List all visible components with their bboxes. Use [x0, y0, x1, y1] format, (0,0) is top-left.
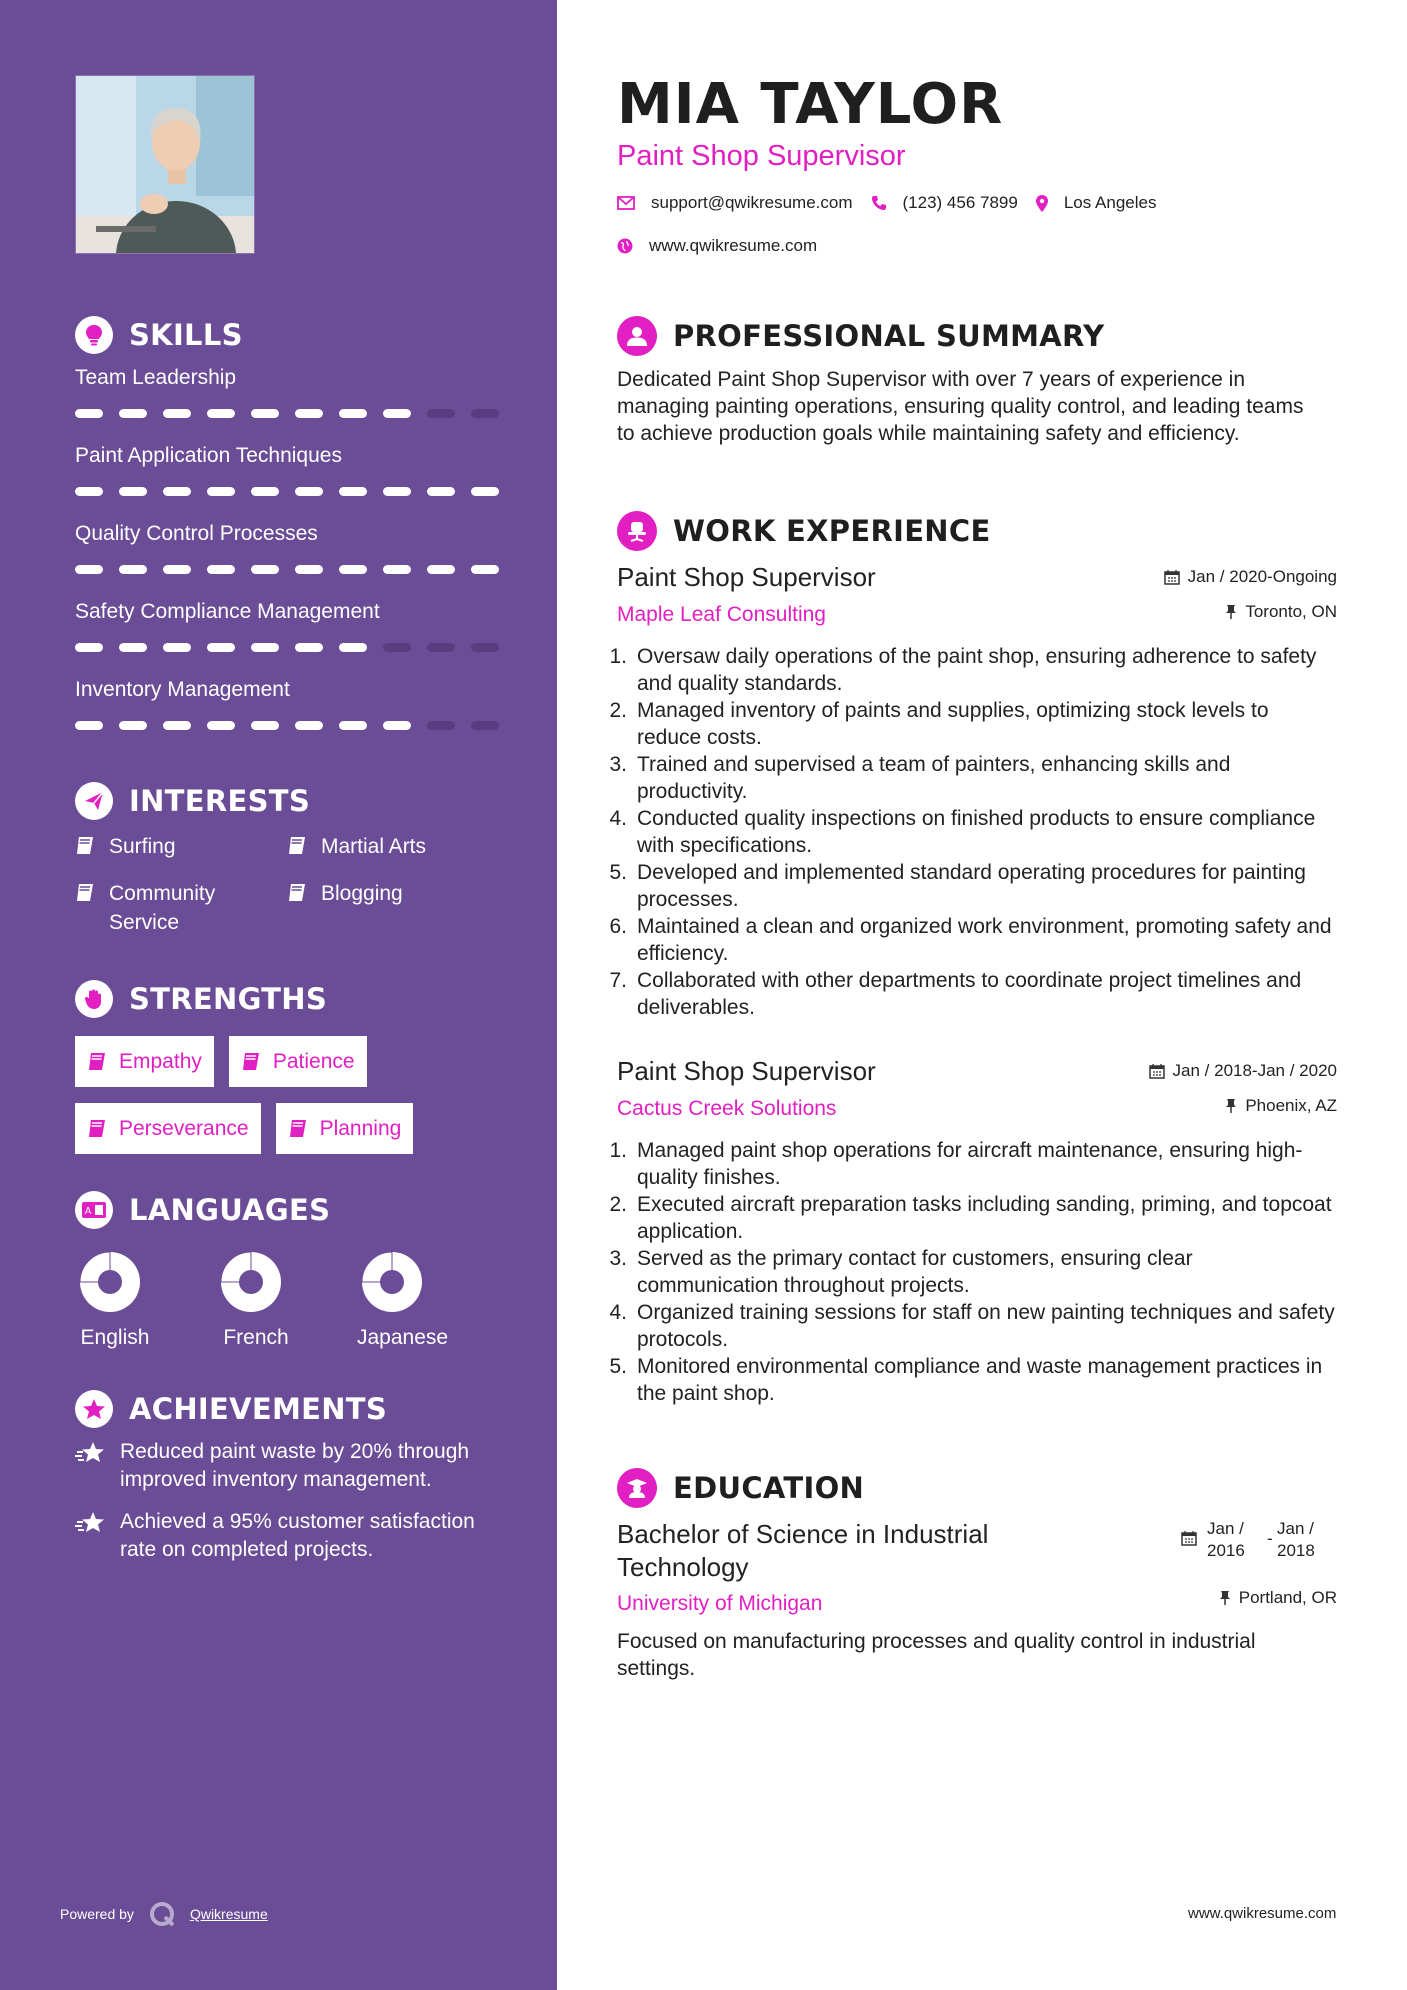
- skill-dot-filled: [339, 487, 367, 496]
- paper-plane-icon: [75, 782, 113, 820]
- language-item: [357, 1250, 498, 1350]
- book-icon: [75, 882, 95, 904]
- skill-dot-filled: [119, 643, 147, 652]
- list-item: 7. Collaborated with other departments to coordinate project timelines and deliverables.: [609, 969, 1302, 1019]
- skill-item: [75, 364, 500, 442]
- user-icon: [617, 316, 657, 356]
- education-start: [1207, 1518, 1267, 1562]
- skill-dot-filled: [163, 721, 191, 730]
- strengths-list: [75, 1036, 515, 1154]
- interest-label: Blogging: [321, 882, 403, 905]
- skill-dot-empty: [427, 721, 455, 730]
- skill-dot-filled: [339, 409, 367, 418]
- skill-item: [75, 520, 500, 598]
- interests-list: [75, 832, 515, 937]
- job-company: Maple Leaf Consulting: [617, 603, 826, 626]
- list-item: 5. Monitored environmental compliance and waste management practices in the paint shop.: [609, 1355, 1323, 1405]
- star-icon: [75, 1440, 107, 1468]
- education-header: [617, 1468, 864, 1508]
- interests-header: [75, 782, 310, 820]
- skill-item: [75, 442, 500, 520]
- education-end-month: Jan /: [1277, 1519, 1314, 1538]
- candidate-role: Paint Shop Supervisor: [617, 140, 906, 172]
- interest-item: [287, 832, 499, 861]
- book-icon: [287, 835, 307, 857]
- job-bullets: [609, 643, 1337, 1021]
- skill-dot-empty: [427, 409, 455, 418]
- svg-text:A: A: [84, 1206, 92, 1217]
- footer-website[interactable]: www.qwikresume.com: [1188, 1905, 1337, 1922]
- star-badge-icon: [75, 1390, 113, 1428]
- skill-dot-filled: [295, 643, 323, 652]
- contact-website[interactable]: [617, 236, 817, 256]
- map-pin-icon: [1036, 195, 1048, 212]
- profile-photo: [75, 75, 255, 254]
- book-icon: [287, 882, 307, 904]
- language-ring-hole: [239, 1270, 263, 1294]
- education-end: [1277, 1518, 1337, 1562]
- job-location-text: Toronto, ON: [1245, 602, 1337, 621]
- skill-dot-filled: [119, 565, 147, 574]
- book-icon: [75, 835, 95, 857]
- job-bullets: [609, 1137, 1337, 1407]
- sidebar: [0, 0, 557, 1990]
- skill-dot-empty: [471, 643, 499, 652]
- location-text: Los Angeles: [1063, 193, 1157, 212]
- achievement-item: [75, 1438, 515, 1494]
- strength-chip: [276, 1103, 414, 1154]
- job-meta: [1164, 566, 1337, 636]
- contact-row: [617, 193, 1174, 213]
- list-item: 4. Organized training sessions for staff on new painting techniques and safety protocols.: [609, 1301, 1335, 1351]
- book-icon: [241, 1052, 261, 1072]
- skill-dot-filled: [251, 409, 279, 418]
- skill-dot-filled: [295, 721, 323, 730]
- calendar-icon: [1164, 569, 1180, 585]
- language-level-ring: [219, 1250, 283, 1314]
- skill-dot-filled: [163, 565, 191, 574]
- skill-dot-empty: [471, 721, 499, 730]
- skill-dot-filled: [163, 643, 191, 652]
- skill-dot-filled: [383, 487, 411, 496]
- list-item: 2. Executed aircraft preparation tasks including sanding, priming, and topcoat application.: [609, 1193, 1332, 1243]
- job-dates-text: Jan / 2018-Jan / 2020: [1172, 1061, 1337, 1080]
- education-location-text: Portland, OR: [1238, 1588, 1337, 1607]
- job-meta: [1149, 1060, 1337, 1130]
- skill-dot-filled: [383, 721, 411, 730]
- skill-dot-filled: [75, 409, 103, 418]
- skill-dot-filled: [207, 643, 235, 652]
- skill-name: Paint Application Techniques: [75, 444, 342, 467]
- phone-icon: [871, 195, 887, 211]
- language-name: English: [80, 1326, 150, 1349]
- strength-label: Planning: [319, 1116, 402, 1140]
- skill-dot-filled: [75, 487, 103, 496]
- strength-label: Patience: [272, 1049, 355, 1073]
- strengths-title: STRENGTHS: [129, 982, 328, 1016]
- experience-header: [617, 511, 991, 551]
- list-item: 6. Maintained a clean and organized work environment, promoting safety and efficiency.: [609, 915, 1332, 965]
- calendar-icon: [1181, 1530, 1197, 1546]
- education-entry: [617, 1518, 1337, 1682]
- qwikresume-logo-icon: [148, 1900, 176, 1928]
- achievements-title: ACHIEVEMENTS: [129, 1392, 388, 1426]
- skill-dot-filled: [339, 721, 367, 730]
- translate-icon: [75, 1191, 113, 1229]
- contact-phone[interactable]: [871, 193, 1018, 213]
- calendar-icon: [1149, 1063, 1165, 1079]
- summary-header: [617, 316, 1104, 356]
- achievements-header: [75, 1390, 387, 1428]
- job-dates: [1164, 566, 1337, 588]
- skill-name: Safety Compliance Management: [75, 600, 380, 623]
- achievement-text: Reduced paint waste by 20% through improved inventory management.: [120, 1440, 470, 1491]
- list-item: 1. Oversaw daily operations of the paint shop, ensuring adherence to safety and quality standards.: [609, 645, 1317, 695]
- book-icon: [87, 1119, 107, 1139]
- book-icon: [288, 1119, 308, 1139]
- interest-label: Martial Arts: [321, 835, 427, 858]
- skill-dot-filled: [163, 487, 191, 496]
- list-item: 3. Trained and supervised a team of painters, enhancing skills and productivity.: [609, 753, 1231, 803]
- skill-dot-filled: [295, 487, 323, 496]
- skill-dot-empty: [427, 643, 455, 652]
- achievement-item: [75, 1508, 515, 1564]
- skill-name: Quality Control Processes: [75, 522, 318, 545]
- job-location-text: Phoenix, AZ: [1245, 1096, 1337, 1115]
- strengths-header: [75, 980, 327, 1018]
- education-description: Focused on manufacturing processes and quality control in industrial settings.: [617, 1630, 1256, 1680]
- skill-dot-filled: [471, 487, 499, 496]
- skill-dot-filled: [207, 409, 235, 418]
- strength-chip: [75, 1103, 261, 1154]
- language-item: [216, 1250, 357, 1350]
- skill-dot-filled: [75, 643, 103, 652]
- list-item: 4. Conducted quality inspections on finished products to ensure compliance with specifications.: [609, 807, 1316, 857]
- job-title: Paint Shop Supervisor: [617, 1056, 876, 1086]
- list-item: 2. Managed inventory of paints and supplies, optimizing stock levels to reduce costs.: [609, 699, 1269, 749]
- education-start-month: Jan /: [1207, 1519, 1244, 1538]
- hand-icon: [75, 980, 113, 1018]
- skill-dot-filled: [207, 721, 235, 730]
- skill-dot-filled: [471, 565, 499, 574]
- skills-header: [75, 316, 243, 354]
- skill-dot-filled: [295, 409, 323, 418]
- pushpin-icon: [1219, 1590, 1231, 1606]
- language-level-ring: [78, 1250, 142, 1314]
- language-name: Japanese: [357, 1326, 449, 1349]
- star-icon: [75, 1510, 107, 1538]
- skill-name: Inventory Management: [75, 678, 290, 701]
- achievement-text: Achieved a 95% customer satisfaction rate on completed projects.: [120, 1510, 475, 1561]
- candidate-name: MIA TAYLOR: [617, 72, 1004, 137]
- list-item: 3. Served as the primary contact for customers, ensuring clear communication throughout projects.: [609, 1247, 1193, 1297]
- language-ring-hole: [380, 1270, 404, 1294]
- skill-dot-filled: [251, 565, 279, 574]
- lightbulb-icon: [75, 316, 113, 354]
- school-name: University of Michigan: [617, 1592, 823, 1615]
- strength-chip: [229, 1036, 367, 1087]
- skill-rating: [75, 565, 500, 574]
- list-item: 1. Managed paint shop operations for aircraft maintenance, ensuring high-quality finishes.: [609, 1139, 1303, 1189]
- skill-dot-filled: [207, 487, 235, 496]
- job-dates: [1149, 1060, 1337, 1082]
- job-location: [1164, 601, 1337, 623]
- book-icon: [87, 1052, 107, 1072]
- briefcase-chair-icon: [617, 511, 657, 551]
- skill-item: [75, 598, 500, 676]
- job-company: Cactus Creek Solutions: [617, 1097, 837, 1120]
- strength-chip: [75, 1036, 214, 1087]
- job-entry: [609, 1056, 1337, 1407]
- language-level-ring: [360, 1250, 424, 1314]
- interest-label: Surfing: [109, 835, 176, 858]
- contact-location: [1036, 193, 1157, 213]
- skill-rating: [75, 487, 500, 496]
- graduate-icon: [617, 1468, 657, 1508]
- envelope-icon: [617, 196, 635, 210]
- languages-header: [75, 1191, 330, 1229]
- skill-dot-empty: [471, 409, 499, 418]
- skill-dot-filled: [119, 721, 147, 730]
- powered-by: [60, 1900, 268, 1928]
- job-entry: [609, 562, 1337, 1021]
- achievements-list: [75, 1438, 515, 1578]
- skill-name: Team Leadership: [75, 366, 237, 389]
- skill-dot-filled: [427, 565, 455, 574]
- skill-dot-filled: [383, 409, 411, 418]
- education-end-year: 2018: [1277, 1541, 1315, 1560]
- skill-dot-filled: [383, 565, 411, 574]
- summary-title: PROFESSIONAL SUMMARY: [673, 319, 1105, 353]
- interest-label: Community Service: [109, 882, 216, 934]
- email-text: support@qwikresume.com: [651, 193, 853, 212]
- powered-by-label: Powered by: [60, 1906, 134, 1922]
- strength-label: Empathy: [119, 1049, 202, 1073]
- skill-dot-filled: [207, 565, 235, 574]
- language-ring-hole: [98, 1270, 122, 1294]
- education-start-year: 2016: [1207, 1541, 1245, 1560]
- skill-dot-filled: [119, 487, 147, 496]
- interest-item: [75, 832, 287, 861]
- degree-title: Bachelor of Science in Industrial Technology: [617, 1519, 989, 1582]
- globe-icon: [617, 238, 633, 254]
- skill-dot-filled: [427, 487, 455, 496]
- strength-label: Perseverance: [119, 1116, 249, 1140]
- languages-title: LANGUAGES: [129, 1193, 331, 1227]
- job-dates-text: Jan / 2020-Ongoing: [1187, 567, 1337, 586]
- skill-dot-filled: [251, 721, 279, 730]
- skills-title: SKILLS: [129, 318, 243, 352]
- skill-rating: [75, 721, 500, 730]
- skill-rating: [75, 643, 500, 652]
- skill-dot-filled: [75, 565, 103, 574]
- skill-dot-filled: [251, 643, 279, 652]
- education-title: EDUCATION: [673, 1471, 865, 1505]
- language-item: [75, 1250, 216, 1350]
- skill-dot-filled: [339, 565, 367, 574]
- skill-dot-filled: [75, 721, 103, 730]
- skills-list: [75, 364, 500, 754]
- skill-dot-filled: [119, 409, 147, 418]
- pushpin-icon: [1225, 604, 1237, 620]
- contact-email[interactable]: [617, 193, 853, 213]
- languages-list: [75, 1250, 498, 1350]
- education-date-separator: -: [1267, 1529, 1273, 1548]
- skill-dot-filled: [295, 565, 323, 574]
- interest-item: [287, 879, 499, 937]
- language-name: French: [223, 1326, 289, 1349]
- skill-dot-filled: [163, 409, 191, 418]
- job-location: [1149, 1095, 1337, 1117]
- summary-text: Dedicated Paint Shop Supervisor with over 7 years of experience in managing painting operations, ensuring quality control, and leading teams to achieve production goals while maintaining safety and efficiency.: [617, 368, 1304, 445]
- interests-title: INTERESTS: [129, 784, 311, 818]
- skill-dot-empty: [383, 643, 411, 652]
- skill-item: [75, 676, 500, 754]
- phone-text: (123) 456 7899: [902, 193, 1018, 212]
- skill-dot-filled: [251, 487, 279, 496]
- skill-rating: [75, 409, 500, 418]
- skill-dot-filled: [339, 643, 367, 652]
- education-location: [1219, 1588, 1337, 1608]
- list-item: 5. Developed and implemented standard operating procedures for painting processes.: [609, 861, 1306, 911]
- qwikresume-link[interactable]: Qwikresume: [189, 1906, 268, 1922]
- experience-title: WORK EXPERIENCE: [673, 514, 991, 548]
- website-text: www.qwikresume.com: [649, 236, 818, 255]
- job-title: Paint Shop Supervisor: [617, 562, 876, 592]
- education-dates: [1181, 1518, 1337, 1562]
- interest-item: [75, 879, 287, 937]
- pushpin-icon: [1225, 1098, 1237, 1114]
